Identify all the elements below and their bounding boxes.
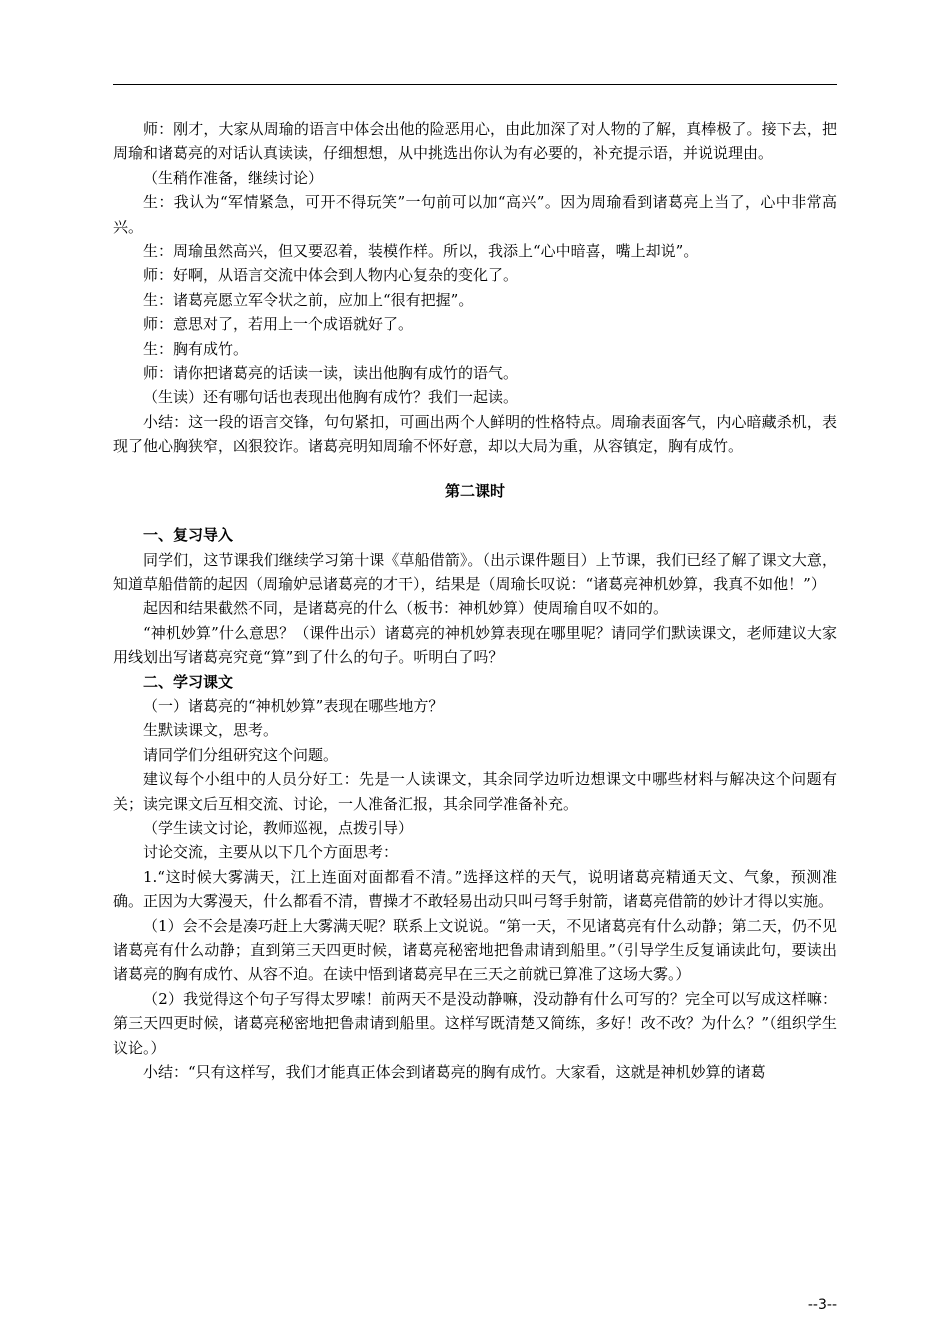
paragraph: 起因和结果截然不同，是诸葛亮的什么（板书：神机妙算）使周瑜自叹不如的。 — [143, 599, 669, 618]
paragraph: 讨论交流，主要从以下几个方面思考： — [143, 843, 399, 862]
section-heading-study: 二、学习课文 — [143, 672, 234, 691]
paragraph: 师：请你把诸葛亮的话读一读，读出他胸有成竹的语气。 — [143, 364, 519, 383]
page-number: --3-- — [807, 1297, 837, 1313]
header-rule — [113, 84, 837, 85]
chapter-title: 第二课时 — [444, 481, 505, 500]
paragraph: （1）会不会是凑巧赶上大雾满天呢？联系上文说说。“第一天，不见诸葛亮有什么动静；第二天，仍不见诸葛亮有什么动静；直到第三天四更时候，诸葛亮秘密地把鲁肃请到船里。”（引导学生反复诵读此句，要读出诸葛亮的胸有成竹、从容不迫。在读中悟到诸葛亮早在三天之前就已算准了这场大雾。） — [113, 916, 837, 984]
summary-paragraph: 小结：这一段的语言交锋，句句紧扣，可画出两个人鲜明的性格特点。周瑜表面客气，内心暗藏杀机，表现了他心胸狭窄，凶狠狡诈。诸葛亮明知周瑜不怀好意，却以大局为重，从容镇定，胸有成竹。 — [113, 412, 837, 456]
section-heading-review: 一、复习导入 — [143, 526, 234, 545]
paragraph: 建议每个小组中的人员分好工：先是一人读课文，其余同学边听边想课文中哪些材料与解决这个问题有关；读完课文后互相交流、讨论，一人准备汇报，其余同学准备补充。 — [113, 770, 837, 813]
paragraph: 生：周瑜虽然高兴，但又要忍着，装模作样。所以，我添上“心中暗喜，嘴上却说”。 — [143, 242, 699, 261]
summary-paragraph: 小结：“只有这样写，我们才能真正体会到诸葛亮的胸有成竹。大家看，这就是神机妙算的诸葛 — [143, 1063, 766, 1082]
document-body — [113, 117, 837, 1084]
paragraph: 1.“这时候大雾满天，江上连面对面都看不清。”选择这样的天气，说明诸葛亮精通天文、气象，预测准确。正因为大雾漫天，什么都看不清，曹操才不敢轻易出动只叫弓弩手射箭，诸葛亮借箭的妙计才得以实施。 — [113, 867, 837, 911]
paragraph: 师：好啊，从语言交流中体会到人物内心复杂的变化了。 — [143, 266, 519, 285]
paragraph: 师：意思对了，若用上一个成语就好了。 — [143, 315, 414, 334]
paragraph: 生：诸葛亮愿立军令状之前，应加上“很有把握”。 — [143, 290, 474, 309]
paragraph: （生稍作准备，继续讨论） — [143, 168, 324, 187]
paragraph: 请同学们分组研究这个问题。 — [143, 745, 339, 764]
paragraph: （生读）还有哪句话也表现出他胸有成竹？我们一起读。 — [143, 388, 519, 407]
paragraph: （学生读文讨论，教师巡视，点拨引导） — [143, 818, 414, 837]
paragraph: （一）诸葛亮的“神机妙算”表现在哪些地方？ — [143, 696, 444, 715]
paragraph: 同学们，这节课我们继续学习第十课《草船借箭》。（出示课件题目）上节课，我们已经了解了课文大意，知道草船借箭的起因（周瑜妒忌诸葛亮的才干），结果是（周瑜长叹说：“诸葛亮神机妙算，我真不如他！”） — [113, 550, 837, 593]
paragraph: 生：胸有成竹。 — [143, 339, 249, 358]
paragraph: 生默读课文，思考。 — [143, 721, 279, 740]
paragraph: 师：刚才，大家从周瑜的语言中体会出他的险恶用心，由此加深了对人物的了解，真棒极了。接下去，把周瑜和诸葛亮的对话认真读读，仔细想想，从中挑选出你认为有必要的，补充提示语，并说说理由。 — [113, 120, 837, 163]
paragraph: 生：我认为“军情紧急，可开不得玩笑”一句前可以加“高兴”。因为周瑜看到诸葛亮上当了，心中非常高兴。 — [113, 193, 837, 236]
paragraph: “神机妙算”什么意思？（课件出示）诸葛亮的神机妙算表现在哪里呢？请同学们默读课文，老师建议大家用线划出写诸葛亮究竟“算”到了什么的句子。听明白了吗？ — [113, 623, 837, 667]
paragraph: （2）我觉得这个句子写得太罗嗦！前两天不是没动静嘛，没动静有什么可写的？完全可以写成这样嘛：第三天四更时候，诸葛亮秘密地把鲁肃请到船里。这样写既清楚又简练，多好！改不改？为什么？”（组织学生议论。） — [113, 989, 837, 1057]
